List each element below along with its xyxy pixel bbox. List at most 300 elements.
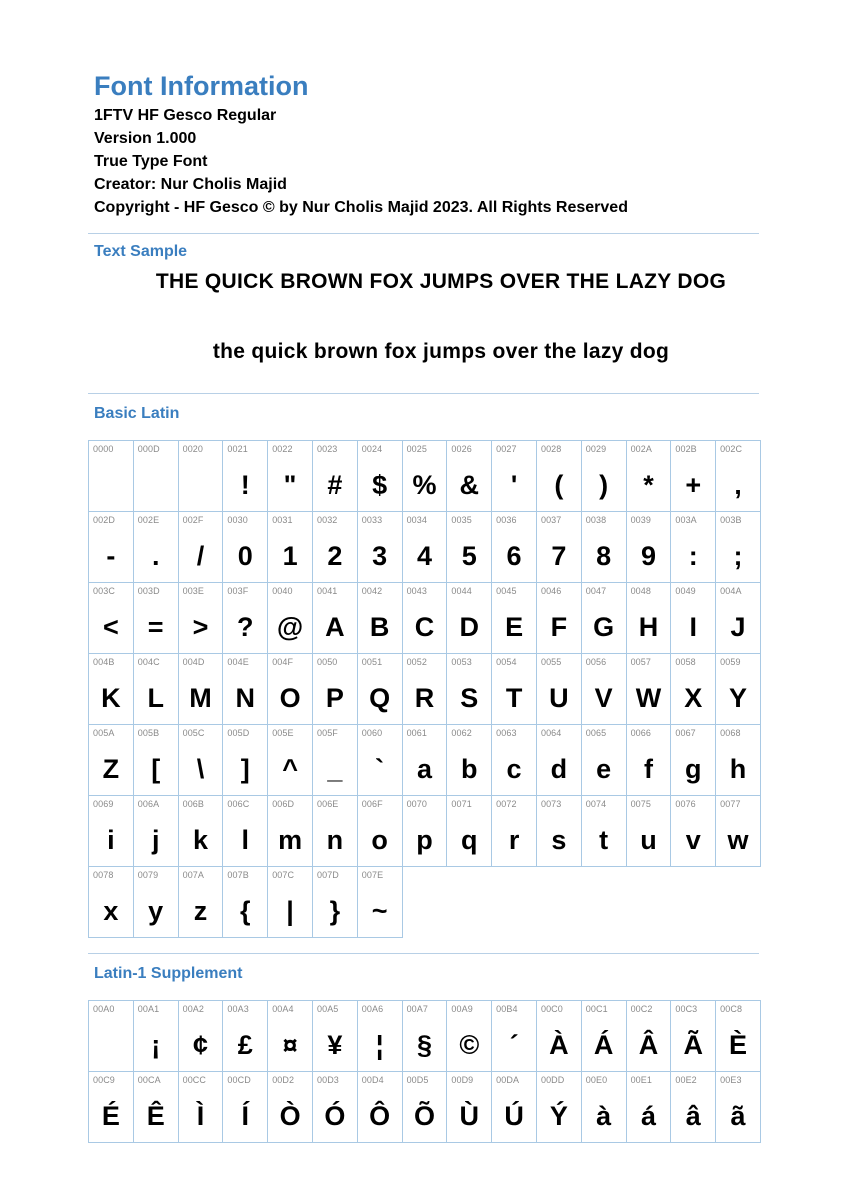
- glyph-char: $: [372, 470, 388, 500]
- glyph-char: j: [151, 825, 160, 855]
- glyph-cell: [134, 1001, 179, 1072]
- glyph-codepoint: 006C: [227, 799, 250, 809]
- glyph-cell: [537, 654, 582, 725]
- glyph-codepoint: 007D: [316, 870, 339, 880]
- glyph-char: ~: [371, 896, 388, 926]
- glyph-codepoint: 00D4: [361, 1075, 384, 1085]
- glyph-char: ¦: [375, 1030, 384, 1060]
- glyph-codepoint: 0044: [451, 586, 472, 596]
- glyph-cell: [492, 1072, 537, 1143]
- glyph-codepoint: 0045: [496, 586, 517, 596]
- glyph-codepoint: 0060: [361, 728, 383, 738]
- glyph-codepoint: 0040: [272, 586, 293, 596]
- glyph-char: ¥: [327, 1030, 343, 1060]
- glyph-codepoint: 0061: [406, 728, 427, 738]
- glyph-codepoint: 006F: [361, 799, 383, 809]
- latin1-grid: [88, 1000, 761, 1143]
- glyph-codepoint: 0043: [406, 586, 427, 596]
- glyph-char: A: [325, 612, 345, 642]
- glyph-char: N: [235, 683, 256, 713]
- glyph-codepoint: 0034: [406, 515, 427, 525]
- glyph-codepoint: 0064: [540, 728, 562, 738]
- glyph-codepoint: 0029: [585, 444, 607, 454]
- glyph-cell: [403, 441, 448, 512]
- glyph-cell: [671, 583, 716, 654]
- glyph-cell: [537, 796, 582, 867]
- glyph-char: D: [459, 612, 480, 642]
- glyph-codepoint: 0052: [406, 657, 427, 667]
- glyph-cell: [537, 1001, 582, 1072]
- glyph-cell: [134, 512, 179, 583]
- glyph-cell: [671, 654, 716, 725]
- glyph-char: ^: [282, 754, 298, 784]
- glyph-char: {: [240, 896, 251, 926]
- glyph-cell: [582, 796, 627, 867]
- glyph-char: Ý: [549, 1101, 568, 1131]
- glyph-char: &: [459, 470, 480, 500]
- glyph-codepoint: 00A3: [227, 1004, 249, 1014]
- glyph-cell: [492, 654, 537, 725]
- glyph-codepoint: 003F: [227, 586, 249, 596]
- glyph-cell: [447, 441, 492, 512]
- glyph-char: r: [508, 825, 520, 855]
- glyph-cell: [268, 512, 313, 583]
- glyph-char: L: [147, 683, 164, 713]
- glyph-codepoint: 0037: [540, 515, 562, 525]
- glyph-codepoint: 0035: [451, 515, 472, 525]
- glyph-codepoint: 004F: [272, 657, 294, 667]
- glyph-char: V: [594, 683, 613, 713]
- glyph-char: Â: [638, 1030, 659, 1060]
- glyph-cell: [89, 1072, 134, 1143]
- glyph-cell: [671, 1072, 716, 1143]
- glyph-char: à: [596, 1101, 612, 1131]
- glyph-cell: [582, 1001, 627, 1072]
- glyph-char: R: [414, 683, 435, 713]
- glyph-cell: [537, 725, 582, 796]
- sample-lowercase: the quick brown fox jumps over the lazy dog: [212, 340, 670, 363]
- glyph-codepoint: 006E: [316, 799, 339, 809]
- glyph-codepoint: 00D3: [316, 1075, 339, 1085]
- glyph-codepoint: 006A: [137, 799, 160, 809]
- glyph-cell: [627, 725, 672, 796]
- glyph-char: T: [505, 683, 523, 713]
- glyph-cell: [313, 1072, 358, 1143]
- glyph-cell: [268, 583, 313, 654]
- glyph-char: 7: [551, 541, 567, 571]
- glyph-codepoint: 0063: [496, 728, 517, 738]
- glyph-codepoint: 004B: [93, 657, 115, 667]
- glyph-codepoint: 0025: [406, 444, 427, 454]
- glyph-codepoint: 00DD: [540, 1075, 565, 1085]
- glyph-char: z: [193, 896, 208, 926]
- glyph-char: U: [549, 683, 569, 713]
- glyph-cell: [671, 1001, 716, 1072]
- glyph-cell: [627, 1001, 672, 1072]
- glyph-cell: [403, 512, 448, 583]
- glyph-cell: [313, 796, 358, 867]
- glyph-char: d: [550, 754, 568, 784]
- glyph-codepoint: 002A: [630, 444, 652, 454]
- glyph-char: x: [103, 896, 119, 926]
- glyph-char: a: [416, 754, 432, 784]
- glyph-cell: [89, 512, 134, 583]
- glyph-char: Ê: [146, 1101, 165, 1131]
- glyph-char: ': [510, 470, 518, 500]
- glyph-codepoint: 00B4: [496, 1004, 518, 1014]
- glyph-cell: [447, 512, 492, 583]
- glyph-char: È: [729, 1030, 748, 1060]
- glyph-codepoint: 0075: [630, 799, 651, 809]
- glyph-cell: [223, 867, 268, 938]
- glyph-char: o: [371, 825, 388, 855]
- glyph-char: ¢: [192, 1030, 208, 1060]
- glyph-cell: [223, 512, 268, 583]
- glyph-cell: [89, 583, 134, 654]
- glyph-char: |: [286, 896, 294, 926]
- glyph-char: K: [101, 683, 121, 713]
- glyph-codepoint: 000D: [137, 444, 160, 454]
- glyph-codepoint: 0051: [361, 657, 383, 667]
- glyph-cell: [671, 512, 716, 583]
- glyph-cell: [313, 654, 358, 725]
- glyph-char: 9: [640, 541, 656, 571]
- glyph-cell: [358, 654, 403, 725]
- glyph-char: C: [414, 612, 435, 642]
- glyph-char: 2: [327, 541, 343, 571]
- glyph-char: 5: [461, 541, 477, 571]
- glyph-cell: [179, 512, 224, 583]
- glyph-char: Ú: [504, 1101, 524, 1131]
- glyph-char: [179, 463, 223, 507]
- glyph-codepoint: 0067: [675, 728, 696, 738]
- glyph-char: Y: [729, 683, 748, 713]
- glyph-cell: [89, 654, 134, 725]
- glyph-codepoint: 00C2: [630, 1004, 653, 1014]
- glyph-cell: [627, 1072, 672, 1143]
- glyph-codepoint: 005C: [182, 728, 205, 738]
- font-version: Version 1.000: [94, 130, 197, 147]
- glyph-cell: [492, 1001, 537, 1072]
- glyph-char: Í: [241, 1101, 250, 1131]
- glyph-char: \: [196, 754, 205, 784]
- glyph-codepoint: 0059: [720, 657, 741, 667]
- glyph-codepoint: 00C3: [675, 1004, 698, 1014]
- glyph-cell: [537, 512, 582, 583]
- glyph-codepoint: 0049: [675, 586, 696, 596]
- glyph-char: t: [599, 825, 609, 855]
- glyph-cell: [89, 796, 134, 867]
- glyph-cell: [313, 725, 358, 796]
- glyph-char: M: [189, 683, 212, 713]
- glyph-char: Ì: [196, 1101, 205, 1131]
- glyph-char: G: [593, 612, 615, 642]
- glyph-char: ): [599, 470, 609, 500]
- glyph-codepoint: 0050: [316, 657, 338, 667]
- glyph-cell: [313, 441, 358, 512]
- glyph-cell: [671, 441, 716, 512]
- glyph-codepoint: 00E2: [675, 1075, 697, 1085]
- glyph-cell: [671, 725, 716, 796]
- glyph-char: 3: [372, 541, 388, 571]
- glyph-char: b: [461, 754, 478, 784]
- glyph-cell: [179, 725, 224, 796]
- glyph-codepoint: 00A5: [316, 1004, 339, 1014]
- glyph-cell: [89, 441, 134, 512]
- glyph-codepoint: 004A: [720, 586, 742, 596]
- glyph-cell: [134, 441, 179, 512]
- glyph-char: ,: [734, 470, 742, 500]
- basic-latin-heading: Basic Latin: [94, 405, 180, 422]
- glyph-char: l: [241, 825, 250, 855]
- glyph-char: p: [416, 825, 433, 855]
- glyph-codepoint: 0054: [496, 657, 517, 667]
- glyph-cell: [268, 796, 313, 867]
- glyph-codepoint: 004C: [137, 657, 160, 667]
- glyph-cell: [223, 725, 268, 796]
- glyph-cell: [447, 583, 492, 654]
- glyph-codepoint: 00E3: [720, 1075, 742, 1085]
- glyph-char: ]: [240, 754, 250, 784]
- glyph-cell: [447, 654, 492, 725]
- glyph-char: 6: [506, 541, 522, 571]
- glyph-codepoint: 0024: [361, 444, 383, 454]
- glyph-codepoint: 0033: [361, 515, 383, 525]
- glyph-char: /: [196, 541, 205, 571]
- glyph-char: <: [103, 612, 119, 642]
- glyph-char: q: [461, 825, 478, 855]
- glyph-char: g: [685, 754, 702, 784]
- glyph-cell: [403, 654, 448, 725]
- glyph-char: §: [416, 1030, 432, 1060]
- glyph-char: Ò: [279, 1101, 301, 1131]
- glyph-cell: [492, 512, 537, 583]
- glyph-char: w: [727, 825, 749, 855]
- glyph-cell: [627, 512, 672, 583]
- glyph-char: s: [551, 825, 567, 855]
- glyph-char: [: [151, 754, 161, 784]
- glyph-char: 0: [237, 541, 253, 571]
- divider: [88, 953, 759, 954]
- glyph-codepoint: 00A0: [93, 1004, 115, 1014]
- glyph-char: O: [279, 683, 301, 713]
- glyph-codepoint: 005B: [137, 728, 160, 738]
- glyph-char: 4: [416, 541, 432, 571]
- glyph-char: F: [550, 612, 568, 642]
- glyph-char: Z: [102, 754, 120, 784]
- glyph-char: Ù: [459, 1101, 480, 1131]
- glyph-char: +: [685, 470, 702, 500]
- glyph-cell: [492, 583, 537, 654]
- glyph-cell: [403, 583, 448, 654]
- glyph-codepoint: 0078: [93, 870, 114, 880]
- latin1-heading: Latin-1 Supplement: [94, 965, 243, 982]
- glyph-cell: [582, 1072, 627, 1143]
- glyph-char: â: [685, 1101, 701, 1131]
- glyph-codepoint: 00A4: [272, 1004, 294, 1014]
- glyph-codepoint: 0065: [585, 728, 607, 738]
- glyph-codepoint: 0076: [675, 799, 696, 809]
- glyph-codepoint: 00A6: [361, 1004, 384, 1014]
- glyph-cell: [627, 654, 672, 725]
- glyph-cell: [268, 867, 313, 938]
- glyph-codepoint: 003B: [720, 515, 742, 525]
- glyph-char: ?: [237, 612, 254, 642]
- glyph-cell: [223, 583, 268, 654]
- glyph-codepoint: 004E: [227, 657, 249, 667]
- glyph-cell: [716, 1072, 761, 1143]
- glyph-char: I: [689, 612, 698, 642]
- glyph-cell: [716, 512, 761, 583]
- glyph-codepoint: 0022: [272, 444, 293, 454]
- glyph-codepoint: 0069: [93, 799, 114, 809]
- glyph-char: ¡: [151, 1030, 161, 1060]
- glyph-cell: [268, 1072, 313, 1143]
- glyph-cell: [492, 725, 537, 796]
- glyph-codepoint: 0070: [406, 799, 427, 809]
- glyph-cell: [223, 1001, 268, 1072]
- glyph-codepoint: 00CD: [227, 1075, 251, 1085]
- glyph-char: -: [106, 541, 116, 571]
- glyph-codepoint: 0055: [540, 657, 562, 667]
- glyph-cell: [716, 796, 761, 867]
- glyph-codepoint: 0053: [451, 657, 472, 667]
- glyph-char: ´: [509, 1030, 519, 1060]
- glyph-cell: [537, 1072, 582, 1143]
- glyph-char: .: [151, 541, 160, 571]
- glyph-codepoint: 002F: [182, 515, 204, 525]
- glyph-cell: [537, 583, 582, 654]
- glyph-cell: [492, 441, 537, 512]
- glyph-cell: [627, 796, 672, 867]
- glyph-char: k: [192, 825, 208, 855]
- glyph-codepoint: 00D2: [272, 1075, 295, 1085]
- glyph-cell: [179, 867, 224, 938]
- glyph-char: *: [643, 470, 654, 500]
- glyph-cell: [582, 654, 627, 725]
- glyph-cell: [268, 654, 313, 725]
- glyph-cell: [134, 654, 179, 725]
- glyph-cell: [716, 1001, 761, 1072]
- glyph-cell: [447, 796, 492, 867]
- glyph-codepoint: 0077: [720, 799, 741, 809]
- glyph-cell: [358, 867, 403, 938]
- glyph-cell: [358, 796, 403, 867]
- glyph-char: y: [148, 896, 164, 926]
- glyph-codepoint: 0048: [630, 586, 651, 596]
- glyph-char: }: [329, 896, 341, 926]
- glyph-cell: [89, 867, 134, 938]
- glyph-codepoint: 0068: [720, 728, 741, 738]
- glyph-codepoint: 002C: [720, 444, 743, 454]
- glyph-cell: [134, 796, 179, 867]
- glyph-char: [89, 463, 133, 507]
- glyph-char: n: [326, 825, 344, 855]
- glyph-char: B: [369, 612, 390, 642]
- glyph-char: À: [549, 1030, 569, 1060]
- glyph-char: S: [460, 683, 479, 713]
- glyph-char: !: [240, 470, 250, 500]
- glyph-char: H: [638, 612, 659, 642]
- glyph-codepoint: 0028: [540, 444, 562, 454]
- glyph-char: [134, 463, 178, 507]
- glyph-codepoint: 0058: [675, 657, 696, 667]
- glyph-char: ¤: [282, 1030, 298, 1060]
- font-info-block: [94, 104, 628, 219]
- glyph-cell: [358, 1001, 403, 1072]
- glyph-cell: [268, 725, 313, 796]
- glyph-cell: [358, 583, 403, 654]
- glyph-codepoint: 002B: [675, 444, 697, 454]
- glyph-cell: [179, 441, 224, 512]
- glyph-char: f: [643, 754, 653, 784]
- sample-uppercase: THE QUICK BROWN FOX JUMPS OVER THE LAZY DOG: [155, 270, 727, 293]
- glyph-codepoint: 0062: [451, 728, 472, 738]
- divider: [88, 233, 759, 234]
- glyph-char: P: [325, 683, 344, 713]
- glyph-cell: [582, 512, 627, 583]
- glyph-codepoint: 0042: [361, 586, 383, 596]
- glyph-codepoint: 004D: [182, 657, 205, 667]
- glyph-codepoint: 007E: [361, 870, 384, 880]
- glyph-codepoint: 003C: [93, 586, 115, 596]
- glyph-codepoint: 00A1: [137, 1004, 160, 1014]
- glyph-char: É: [101, 1101, 120, 1131]
- glyph-char: Ô: [369, 1101, 391, 1131]
- glyph-char: m: [278, 825, 303, 855]
- glyph-codepoint: 006D: [272, 799, 295, 809]
- glyph-cell: [268, 1001, 313, 1072]
- glyph-cell: [134, 867, 179, 938]
- glyph-codepoint: 003D: [137, 586, 160, 596]
- glyph-codepoint: 00DA: [496, 1075, 520, 1085]
- glyph-char: ;: [733, 541, 743, 571]
- glyph-codepoint: 003A: [675, 515, 697, 525]
- glyph-char: [89, 1023, 133, 1067]
- glyph-char: Ã: [683, 1030, 703, 1060]
- glyph-cell: [313, 512, 358, 583]
- glyph-cell: [223, 1072, 268, 1143]
- glyph-cell: [358, 441, 403, 512]
- glyph-char: Õ: [413, 1101, 435, 1131]
- glyph-cell: [403, 1072, 448, 1143]
- glyph-char: =: [147, 612, 164, 642]
- glyph-char: J: [730, 612, 746, 642]
- glyph-codepoint: 0039: [630, 515, 651, 525]
- glyph-cell: [716, 725, 761, 796]
- glyph-char: >: [192, 612, 209, 642]
- glyph-codepoint: 007B: [227, 870, 249, 880]
- glyph-codepoint: 007C: [272, 870, 295, 880]
- glyph-cell: [89, 1001, 134, 1072]
- glyph-cell: [403, 725, 448, 796]
- glyph-char: Ó: [324, 1101, 346, 1131]
- glyph-cell: [358, 512, 403, 583]
- glyph-codepoint: 0021: [227, 444, 248, 454]
- glyph-char: E: [505, 612, 524, 642]
- glyph-char: ": [283, 470, 297, 500]
- glyph-char: e: [596, 754, 612, 784]
- glyph-codepoint: 00C1: [585, 1004, 608, 1014]
- glyph-codepoint: 00D9: [451, 1075, 474, 1085]
- text-sample-heading: Text Sample: [94, 243, 188, 260]
- glyph-cell: [537, 441, 582, 512]
- glyph-cell: [447, 1072, 492, 1143]
- glyph-cell: [582, 583, 627, 654]
- font-name: 1FTV HF Gesco Regular: [94, 107, 277, 124]
- glyph-char: @: [276, 612, 304, 642]
- glyph-codepoint: 00C9: [93, 1075, 115, 1085]
